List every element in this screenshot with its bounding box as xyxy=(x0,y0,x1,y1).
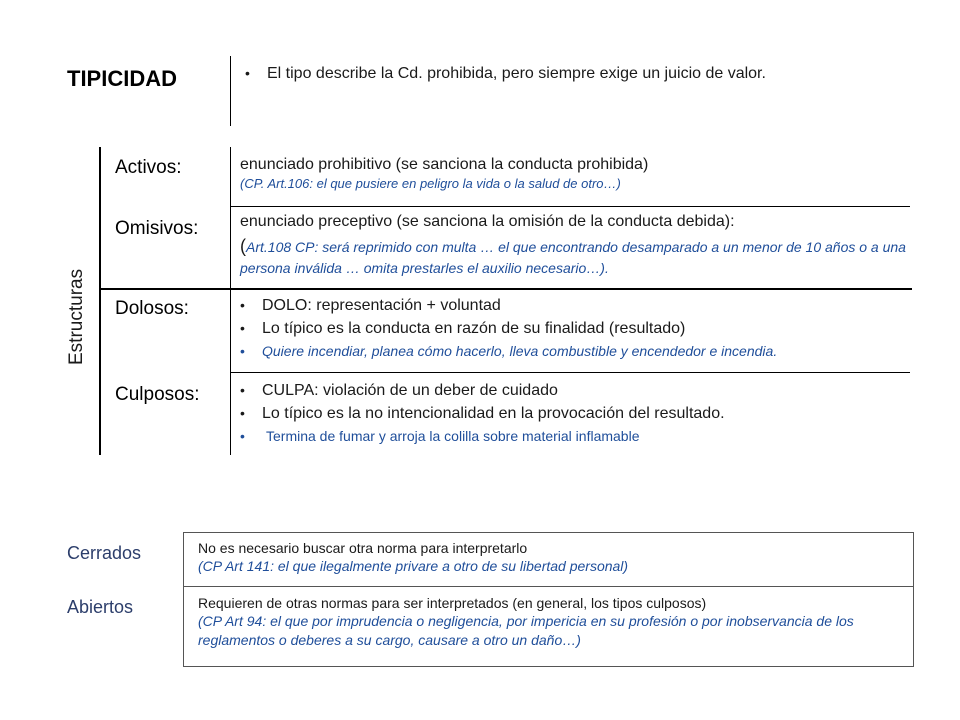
bullet-icon: • xyxy=(245,65,250,81)
activos-omisivos-separator xyxy=(230,206,910,207)
omisivos-content xyxy=(240,212,910,279)
list-item xyxy=(240,381,920,401)
dolosos-bullet-2: Lo típico es la conducta en razón de su finalidad (resultado) xyxy=(262,320,686,337)
bullet-icon: • xyxy=(240,382,245,398)
abiertos-example: (CP Art 94: el que por imprudencia o negligencia, por impericia en su profesión o por inobservancia de los reglamentos o deberes a su cargo, causare a otro un daño…) xyxy=(198,613,854,649)
bullet-icon: • xyxy=(240,428,245,444)
activos-label: Activos: xyxy=(115,157,182,178)
omisivos-label: Omisivos: xyxy=(115,218,199,239)
omisivos-example: Art.108 CP: será reprimido con multa … el que encontrando desamparado a un menor de 10 años o a una persona inválida … omita prestarles el auxilio necesario…). xyxy=(240,239,906,277)
list-item xyxy=(240,342,920,361)
culposos-example: Termina de fumar y arroja la colilla sobre material inflamable xyxy=(266,428,640,444)
omisivos-example-wrap xyxy=(240,234,910,279)
dolosos-bullet-1: DOLO: representación + voluntad xyxy=(262,297,501,314)
dolosos-label: Dolosos: xyxy=(115,298,189,319)
abiertos-text: Requieren de otras normas para ser interpretados (en general, los tipos culposos) xyxy=(198,595,707,611)
bullet-icon: • xyxy=(240,343,245,359)
estructuras-bar xyxy=(99,147,101,455)
cerrados-example: (CP Art 141: el que ilegalmente privare a otro de su libertad personal) xyxy=(198,558,629,575)
header-divider xyxy=(230,56,231,126)
activos-content xyxy=(240,155,920,193)
bullet-icon: • xyxy=(240,297,245,313)
list-item xyxy=(240,296,920,316)
activos-divider xyxy=(230,147,231,290)
culposos-label: Culposos: xyxy=(115,384,200,405)
activos-text: enunciado prohibitivo (se sanciona la conducta prohibida) xyxy=(240,156,649,173)
dolosos-content xyxy=(240,296,920,361)
list-item xyxy=(240,427,920,446)
list-item xyxy=(240,319,920,339)
definition-item xyxy=(245,64,935,84)
activos-example: (CP. Art.106: el que pusiere en peligro la vida o la salud de otro…) xyxy=(240,176,621,191)
estructuras-label: Estructuras xyxy=(66,268,87,365)
culposos-bullet-2: Lo típico es la no intencionalidad en la provocación del resultado. xyxy=(262,405,725,422)
omisivos-text: enunciado preceptivo (se sanciona la omisión de la conducta debida): xyxy=(240,213,735,230)
cerrados-label: Cerrados xyxy=(67,543,142,563)
cerrados-box xyxy=(183,532,914,588)
estructuras-mid-separator xyxy=(100,288,912,290)
list-item xyxy=(240,404,920,424)
bullet-icon: • xyxy=(240,405,245,421)
bullet-icon: • xyxy=(240,320,245,336)
definition-text: El tipo describe la Cd. prohibida, pero siempre exige un juicio de valor. xyxy=(267,65,766,82)
dolosos-example: Quiere incendiar, planea cómo hacerlo, lleva combustible y encendedor e incendia. xyxy=(262,343,778,359)
culposos-bullet-1: CULPA: violación de un deber de cuidado xyxy=(262,382,558,399)
page-title: TIPICIDAD xyxy=(67,66,177,91)
abiertos-box xyxy=(183,586,914,667)
dolosos-culposos-separator xyxy=(230,372,910,373)
cerrados-text: No es necesario buscar otra norma para interpretarlo xyxy=(198,540,528,556)
culposos-content xyxy=(240,381,920,446)
omisivos-example-paren: ( xyxy=(240,236,246,256)
abiertos-label: Abiertos xyxy=(67,597,134,617)
